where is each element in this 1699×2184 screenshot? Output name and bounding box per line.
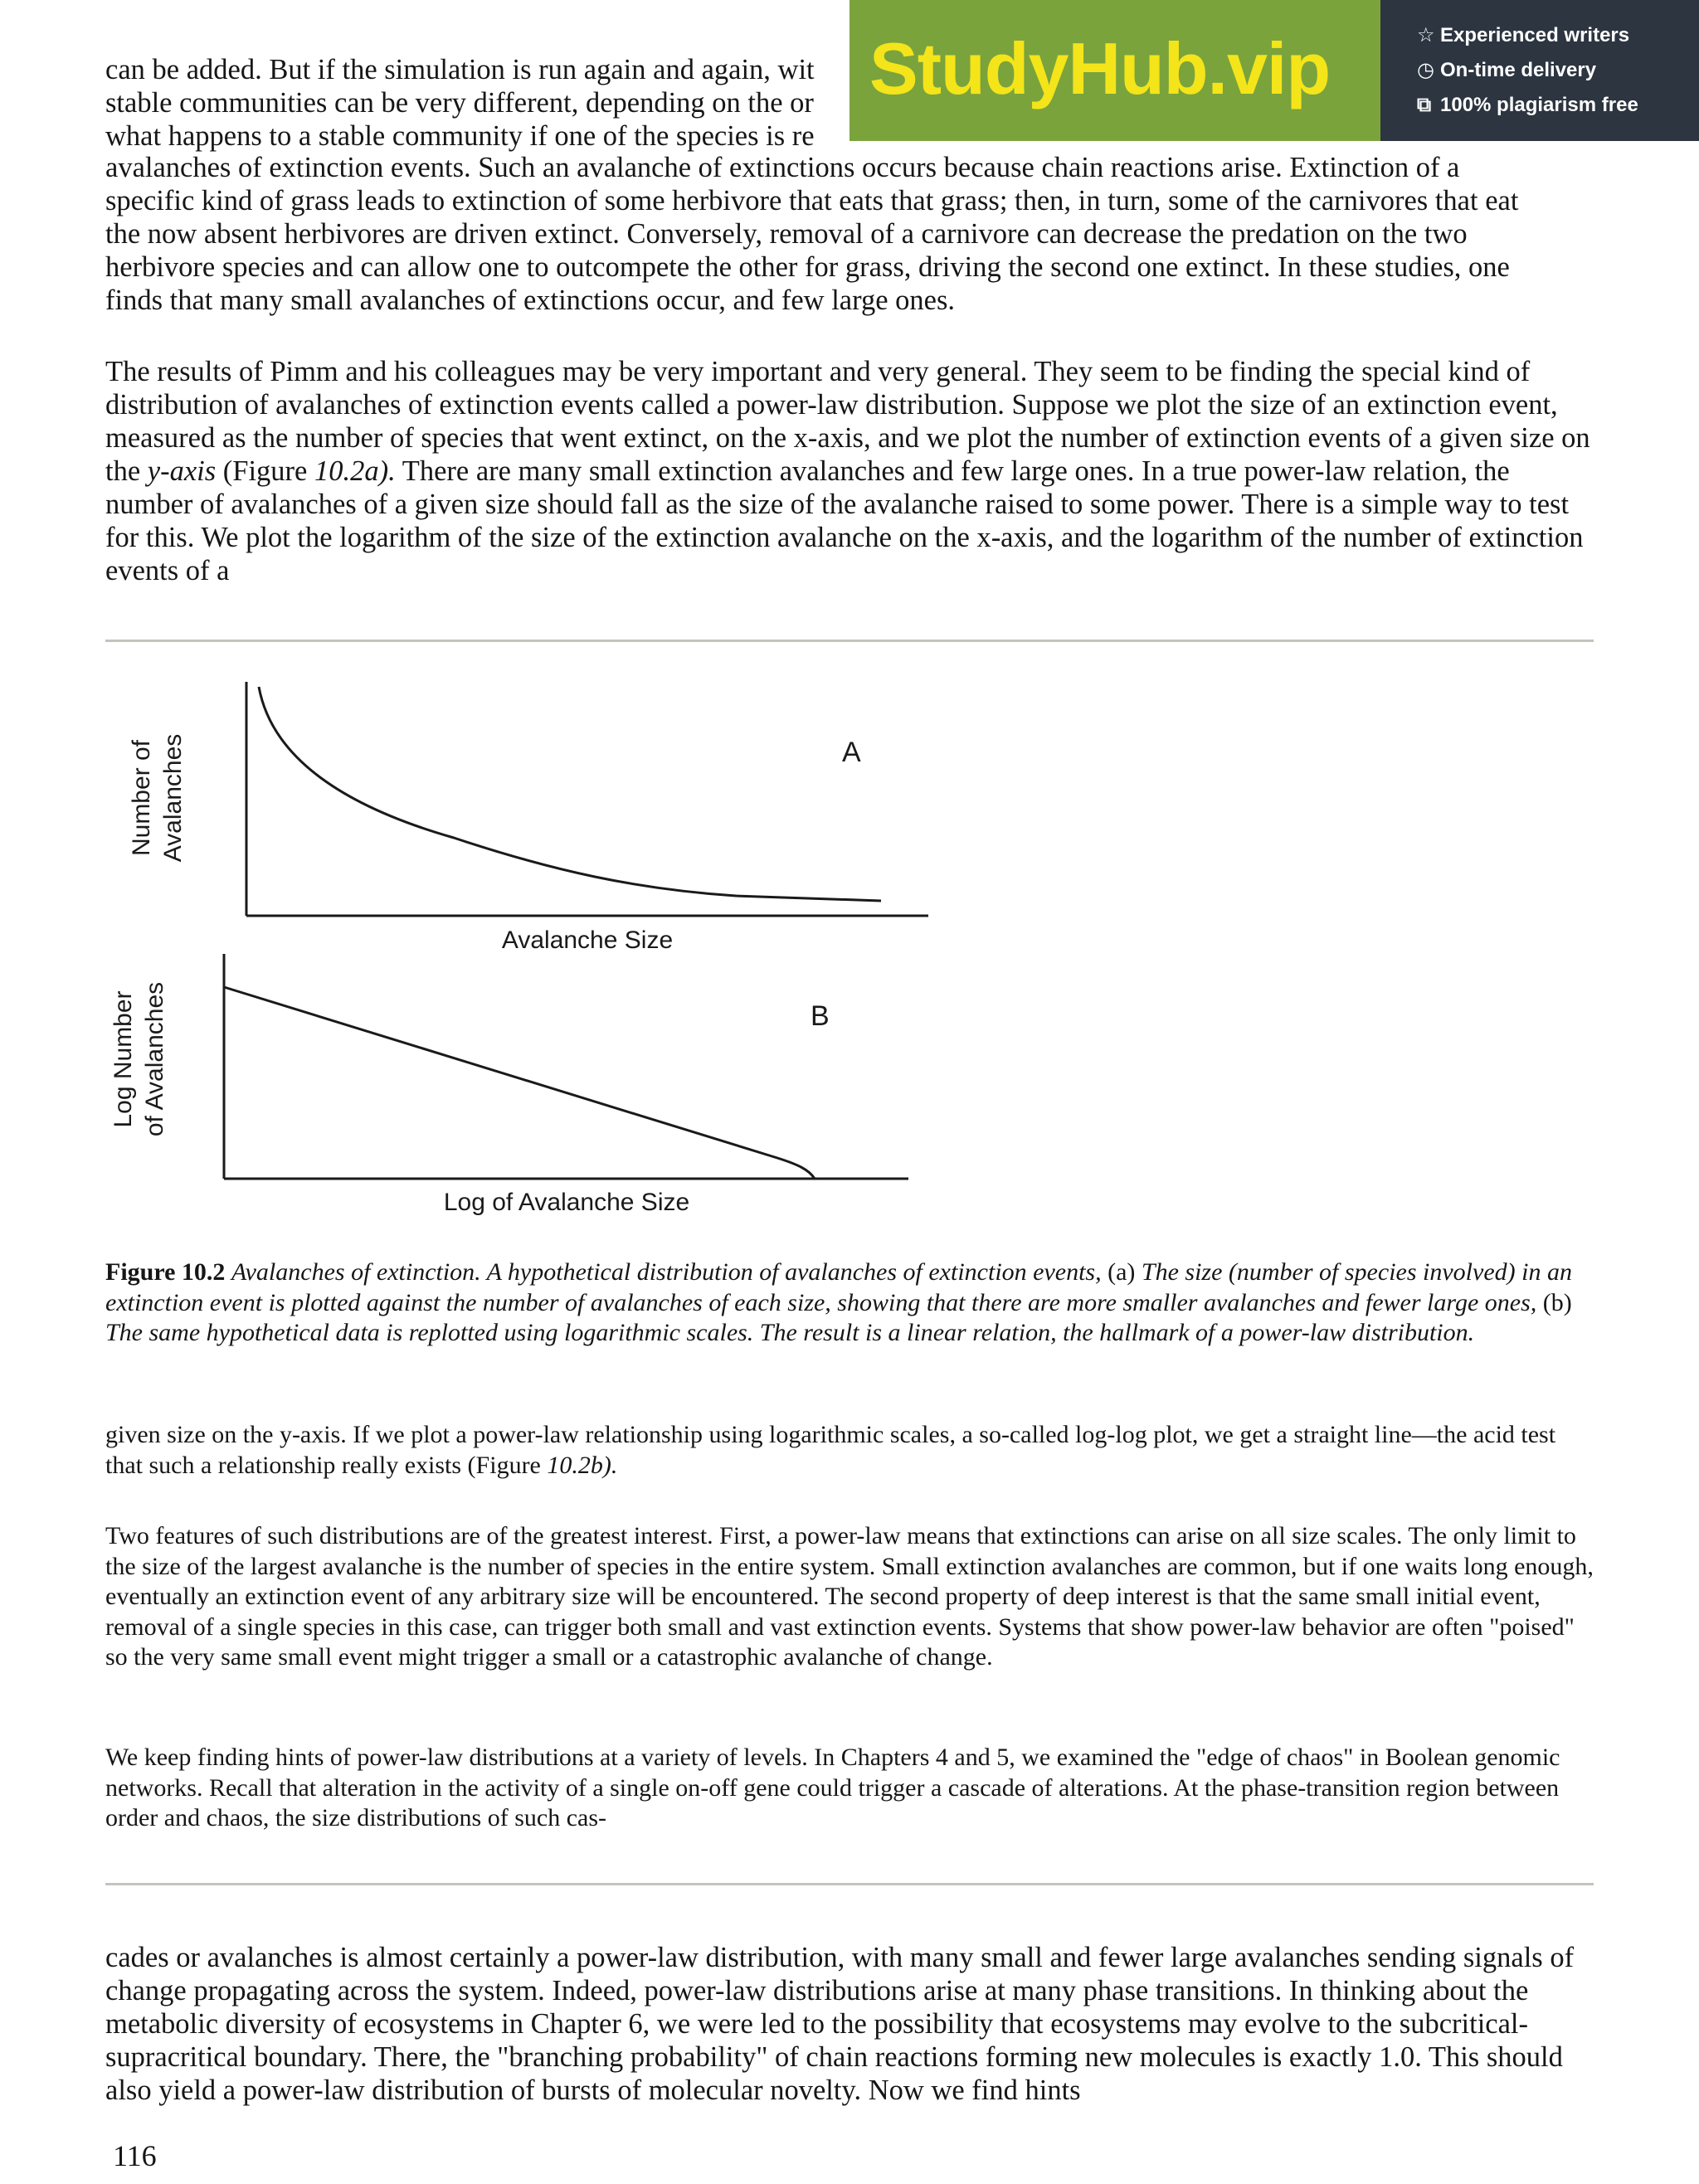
caption-marker: (a) bbox=[1101, 1258, 1142, 1286]
paragraph-3-text: given size on the y-axis. If we plot a power-law relationship using logarithmic scales, a so-called log-log plot, we get a straight line—the acid test that such a relationship really exists (Figure bbox=[105, 1421, 1556, 1479]
caption-text: Avalanches of extinction. A hypothetical distribution of avalanches of extinction events, bbox=[231, 1258, 1102, 1286]
caption-label: Figure 10.2 bbox=[105, 1258, 226, 1286]
panel-a-y-label: Number of bbox=[128, 739, 155, 857]
figure-10-2 bbox=[105, 664, 968, 1228]
paragraph-1-line: can be added. But if the simulation is run again and again, wit bbox=[105, 54, 815, 85]
copy-icon: ⧉ bbox=[1417, 94, 1432, 116]
studyhub-banner[interactable] bbox=[850, 0, 1699, 141]
panel-a-x-label: Avalanche Size bbox=[501, 927, 674, 954]
page-number: 116 bbox=[113, 2139, 157, 2172]
paragraph-2-text: (Figure bbox=[216, 455, 314, 487]
caption-text: The same hypothetical data is replotted using logarithmic scales. The result is a linear relation, the hallmark of a power-law distribution. bbox=[105, 1319, 1475, 1346]
figure-caption bbox=[105, 1257, 1599, 1349]
feature-on-time-delivery bbox=[1417, 58, 1596, 83]
paragraph-2-text: The results of Pimm and his colleagues may be very important and very general. They seem to be finding the special kind of distribution of avalanches of extinction events called a power-law distribution. Suppose we plot the size of an extinction event, measured as the number of species that went extinct, on the x-axis, and we plot the number of extinction events of a given size on the bbox=[105, 356, 1590, 487]
feature-label: Experienced writers bbox=[1440, 24, 1630, 46]
feature-label: 100% plagiarism free bbox=[1440, 94, 1638, 116]
paragraph-1-line: finds that many small avalanches of extinctions occur, and few large ones. bbox=[105, 285, 956, 316]
panel-b-label: B bbox=[811, 1000, 830, 1032]
brand-logo[interactable]: StudyHub.vip bbox=[869, 27, 1331, 109]
page-divider bbox=[105, 640, 1594, 642]
star-icon: ☆ bbox=[1417, 24, 1435, 46]
paragraph-6: cades or avalanches is almost certainly a power-law distribution, with many small and fewer large avalanches sending signals of change propagating across the system. Indeed, power-law distributions arise at many phase transitions. In thinking about the metabolic diversity of ecosystems in Chapter 6, we were led to the possibility that ecosystems may evolve to the subcritical-supracritical boundary. There, the "branching probability" of chain reactions forming new molecules is exactly 1.0. This should also yield a power-law distribution of bursts of molecular novelty. Now we find hints bbox=[105, 1942, 1575, 2106]
paragraph-1-line: specific kind of grass leads to extinction of some herbivore that eats that grass; then, in turn, some of the carnivores that eat bbox=[105, 185, 1519, 216]
panel-a-curve bbox=[259, 687, 881, 901]
feature-experienced-writers bbox=[1417, 23, 1629, 48]
paragraph-1-line: the now absent herbivores are driven extinct. Conversely, removal of a carnivore can decrease the predation on the two bbox=[105, 218, 1468, 250]
figure-reference: 10.2b). bbox=[547, 1451, 618, 1479]
paragraph-1-line: stable communities can be very different, depending on the or bbox=[105, 87, 814, 119]
panel-b bbox=[110, 954, 908, 1216]
panel-a bbox=[128, 682, 928, 954]
panel-a-label: A bbox=[842, 737, 861, 768]
caption-text: The size (number of species involved) in an extinction event is plotted against the number of avalanches of each size, showing that there are more smaller avalanches and fewer large ones, bbox=[105, 1258, 1572, 1316]
paragraph-2 bbox=[105, 355, 1599, 587]
panel-b-x-label: Log of Avalanche Size bbox=[443, 1189, 690, 1216]
figure-reference: 10.2a). bbox=[314, 455, 396, 487]
page-divider bbox=[105, 1883, 1594, 1885]
figure-svg bbox=[105, 664, 968, 1228]
paragraph-1-line: avalanches of extinction events. Such an avalanche of extinctions occurs because chain reactions arise. Extinction of a bbox=[105, 152, 1460, 183]
paragraph-1-line: herbivore species and can allow one to outcompete the other for grass, driving the second one extinct. In these studies, one bbox=[105, 251, 1510, 283]
paragraph-3 bbox=[105, 1420, 1599, 1481]
paragraph-4: Two features of such distributions are of the greatest interest. First, a power-law means that extinctions can arise on all size scales. The only limit to the size of the largest avalanche is the number of species in the entire system. Small extinction avalanches are common, but if one waits long enough, eventually an extinction event of any arbitrary size will be encountered. The second property of deep interest is that the same small initial event, removal of a single species in this case, can trigger both small and vast extinction events. Systems that show power-law behavior are often "poised" so the very same small event might trigger a small or a catastrophic avalanche of change. bbox=[105, 1522, 1594, 1671]
panel-b-line bbox=[224, 987, 815, 1179]
panel-b-y-label: Log Number bbox=[110, 990, 137, 1128]
paragraph-1-line: what happens to a stable community if one of the species is re bbox=[105, 120, 815, 152]
panel-b-y-label: of Avalanches bbox=[141, 981, 168, 1137]
feature-plagiarism-free bbox=[1417, 93, 1638, 118]
paragraph-2-emphasis: y-axis bbox=[147, 455, 217, 487]
panel-a-y-label: Avalanches bbox=[159, 733, 187, 863]
clock-icon: ◷ bbox=[1417, 59, 1434, 81]
feature-label: On-time delivery bbox=[1440, 59, 1597, 81]
paragraph-5: We keep finding hints of power-law distributions at a variety of levels. In Chapters 4 and 5, we examined the "edge of chaos" in Boolean genomic networks. Recall that alteration in the activity of a single on-off gene could trigger a cascade of alterations. At the phase-transition region between order and chaos, the size distributions of such cas- bbox=[105, 1744, 1560, 1831]
paragraph-2-text: There are many small extinction avalanches and few large ones. In a true power-law relation, the number of avalanches of a given size should fall as the size of the avalanche raised to some power. There is a simple way to test for this. We plot the logarithm of the size of the extinction avalanche on the x-axis, and the logarithm of the number of extinction events of a bbox=[105, 455, 1584, 586]
caption-marker: (b) bbox=[1536, 1288, 1572, 1316]
